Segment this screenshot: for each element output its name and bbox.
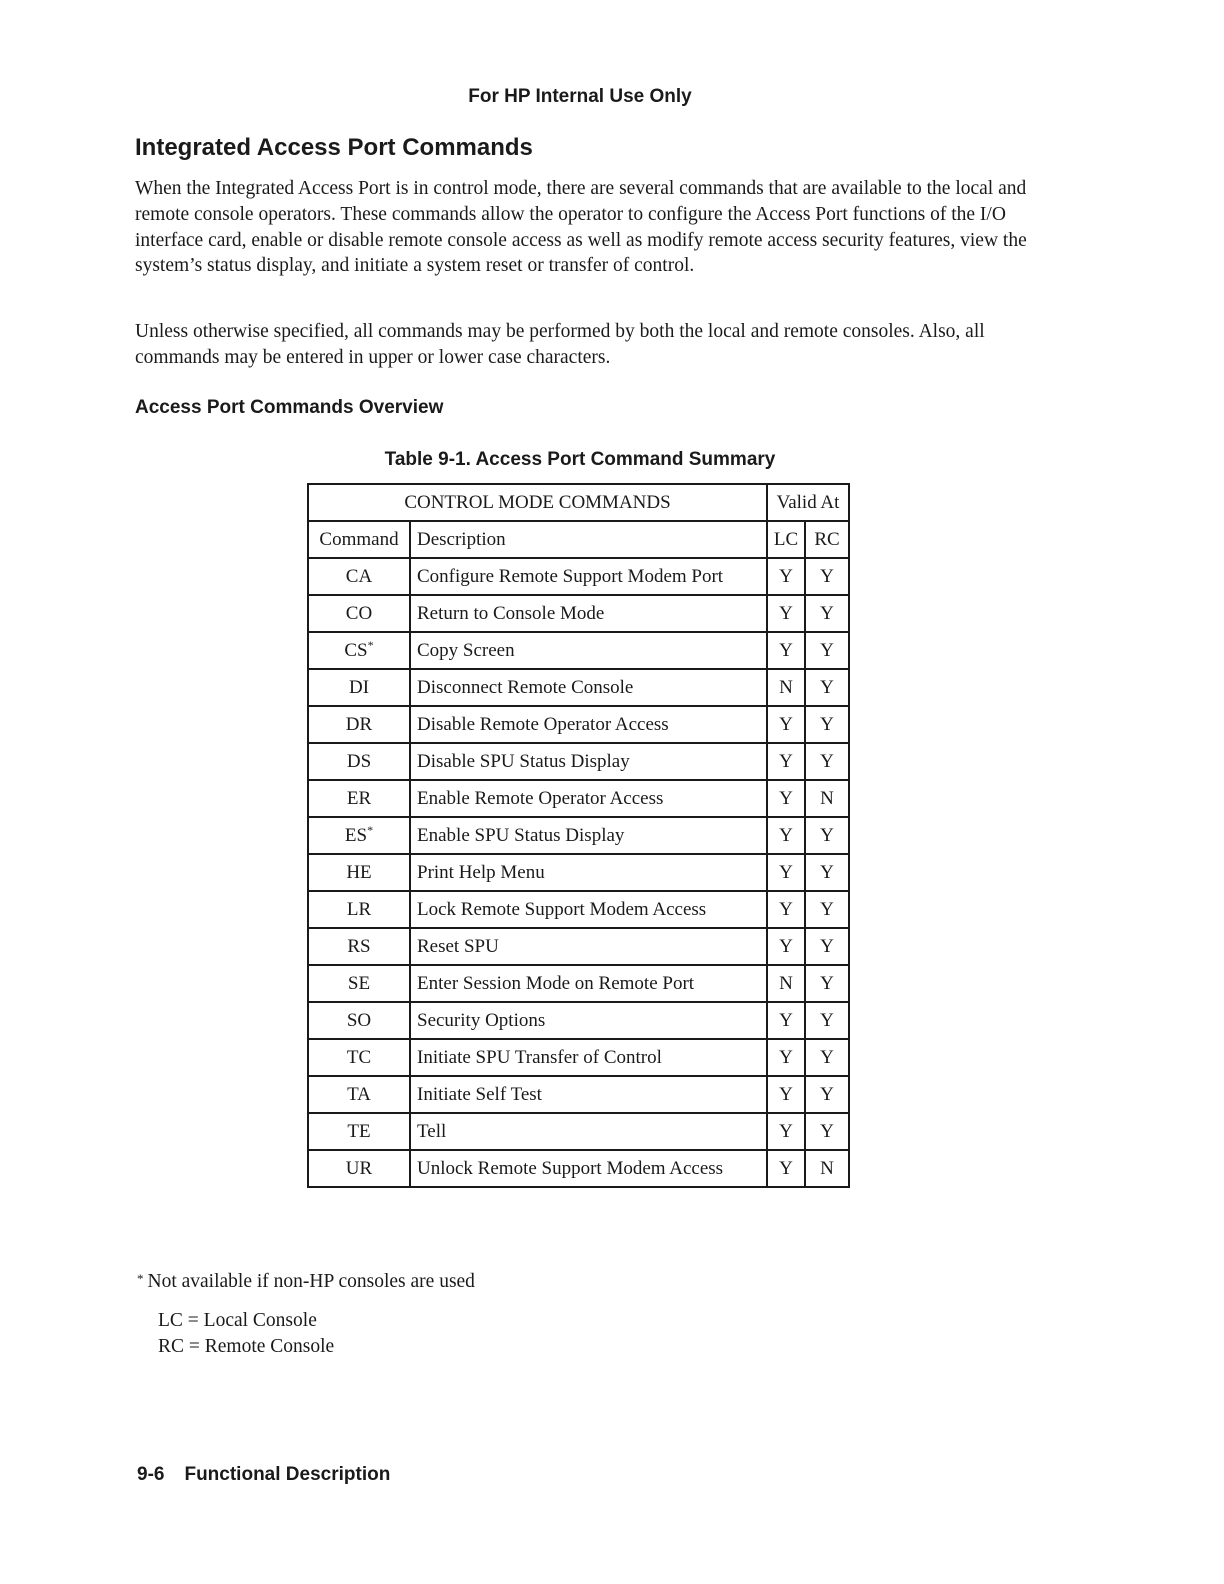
valid-lc: Y xyxy=(767,928,805,965)
command-code-text: TA xyxy=(347,1083,371,1105)
command-code xyxy=(308,854,410,891)
table-row xyxy=(308,558,849,595)
control-mode-header: CONTROL MODE COMMANDS xyxy=(308,484,767,521)
footnote-mark: * xyxy=(367,637,374,652)
valid-rc: Y xyxy=(805,669,849,706)
command-description: Tell xyxy=(410,1113,767,1150)
valid-rc: Y xyxy=(805,854,849,891)
valid-lc: Y xyxy=(767,1039,805,1076)
command-code-text: TE xyxy=(347,1120,371,1142)
command-code xyxy=(308,1039,410,1076)
valid-rc: Y xyxy=(805,1039,849,1076)
command-code-text: DR xyxy=(345,713,373,735)
table-row xyxy=(308,706,849,743)
valid-lc: Y xyxy=(767,558,805,595)
command-description: Disable SPU Status Display xyxy=(410,743,767,780)
valid-lc: Y xyxy=(767,854,805,891)
table-row xyxy=(308,1002,849,1039)
command-code-text: HE xyxy=(346,861,372,883)
command-code xyxy=(308,1150,410,1187)
command-code xyxy=(308,558,410,595)
command-description: Enable Remote Operator Access xyxy=(410,780,767,817)
command-code xyxy=(308,1113,410,1150)
command-description: Lock Remote Support Modem Access xyxy=(410,891,767,928)
valid-lc: Y xyxy=(767,1076,805,1113)
page-footer xyxy=(137,1464,390,1486)
command-code xyxy=(308,706,410,743)
command-code-text: CA xyxy=(345,565,373,587)
command-description: Copy Screen xyxy=(410,632,767,669)
subsection-title: Access Port Commands Overview xyxy=(135,397,444,418)
command-description: Reset SPU xyxy=(410,928,767,965)
command-description: Unlock Remote Support Modem Access xyxy=(410,1150,767,1187)
table-row xyxy=(308,817,849,854)
valid-lc: N xyxy=(767,669,805,706)
command-code-text: UR xyxy=(345,1157,373,1179)
valid-lc: Y xyxy=(767,595,805,632)
valid-lc: Y xyxy=(767,632,805,669)
valid-lc: Y xyxy=(767,1002,805,1039)
column-header-rc: RC xyxy=(805,521,849,558)
valid-rc: Y xyxy=(805,965,849,1002)
command-description: Enable SPU Status Display xyxy=(410,817,767,854)
page-number: 9-6 xyxy=(137,1464,165,1485)
internal-use-banner: For HP Internal Use Only xyxy=(468,86,692,107)
valid-rc: Y xyxy=(805,891,849,928)
command-code xyxy=(308,891,410,928)
legend-rc: RC = Remote Console xyxy=(158,1336,335,1357)
table-row xyxy=(308,928,849,965)
command-code-text: DI xyxy=(348,676,370,698)
valid-rc: Y xyxy=(805,595,849,632)
column-header-description: Description xyxy=(410,521,767,558)
command-code xyxy=(308,669,410,706)
legend-lc: LC = Local Console xyxy=(158,1310,317,1331)
command-code xyxy=(308,743,410,780)
table-caption: Table 9-1. Access Port Command Summary xyxy=(384,449,776,470)
table-row xyxy=(308,1039,849,1076)
valid-lc: Y xyxy=(767,891,805,928)
table-group-header-row xyxy=(308,484,849,521)
valid-rc: Y xyxy=(805,1076,849,1113)
valid-at-header: Valid At xyxy=(767,484,849,521)
command-description: Security Options xyxy=(410,1002,767,1039)
table-row xyxy=(308,669,849,706)
valid-rc: Y xyxy=(805,743,849,780)
command-code-text: DS xyxy=(346,750,372,772)
command-code xyxy=(308,632,410,669)
table-column-header-row xyxy=(308,521,849,558)
table-row xyxy=(308,1076,849,1113)
valid-rc: N xyxy=(805,780,849,817)
command-description: Initiate SPU Transfer of Control xyxy=(410,1039,767,1076)
command-description: Print Help Menu xyxy=(410,854,767,891)
valid-lc: Y xyxy=(767,743,805,780)
table-row xyxy=(308,854,849,891)
column-header-command: Command xyxy=(308,521,410,558)
footnote xyxy=(137,1271,475,1293)
command-description: Disconnect Remote Console xyxy=(410,669,767,706)
command-code-text: TC xyxy=(346,1046,372,1068)
section-title: Integrated Access Port Commands xyxy=(135,134,533,161)
valid-lc: Y xyxy=(767,780,805,817)
footnote-text: Not available if non-HP consoles are used xyxy=(147,1271,475,1292)
valid-rc: Y xyxy=(805,1113,849,1150)
intro-paragraph: When the Integrated Access Port is in control mode, there are several commands that are available to the local and remote console operators. These commands allow the operator to configure the Access Port functions of the I/O interface card, enable or disable remote console access as well as modify remote access security features, view the system’s status display, and initiate a system reset or transfer of control. xyxy=(135,178,1027,277)
valid-rc: Y xyxy=(805,558,849,595)
command-code xyxy=(308,1002,410,1039)
command-code xyxy=(308,817,410,854)
valid-rc: Y xyxy=(805,1002,849,1039)
valid-rc: N xyxy=(805,1150,849,1187)
command-description: Initiate Self Test xyxy=(410,1076,767,1113)
table-row xyxy=(308,743,849,780)
footnote-mark: * xyxy=(367,822,374,837)
valid-rc: Y xyxy=(805,817,849,854)
command-code-text: LR xyxy=(346,898,372,920)
valid-lc: Y xyxy=(767,817,805,854)
command-description: Configure Remote Support Modem Port xyxy=(410,558,767,595)
command-code xyxy=(308,780,410,817)
table-row xyxy=(308,1150,849,1187)
table-row xyxy=(308,595,849,632)
command-description: Enter Session Mode on Remote Port xyxy=(410,965,767,1002)
table-row xyxy=(308,891,849,928)
command-summary-table xyxy=(307,483,850,1188)
footnote-mark: * xyxy=(137,1271,144,1286)
chapter-title: Functional Description xyxy=(184,1464,391,1485)
command-code-text: CO xyxy=(345,602,373,624)
valid-lc: Y xyxy=(767,1113,805,1150)
column-header-lc: LC xyxy=(767,521,805,558)
command-code-text: CS xyxy=(344,639,368,661)
command-code-text: SE xyxy=(347,972,371,994)
valid-lc: N xyxy=(767,965,805,1002)
command-description: Disable Remote Operator Access xyxy=(410,706,767,743)
valid-rc: Y xyxy=(805,632,849,669)
valid-rc: Y xyxy=(805,706,849,743)
command-code-text: SO xyxy=(346,1009,372,1031)
valid-lc: Y xyxy=(767,706,805,743)
command-description: Return to Console Mode xyxy=(410,595,767,632)
command-code-text: ES xyxy=(344,824,368,846)
command-code-text: RS xyxy=(347,935,371,957)
command-code-text: ER xyxy=(346,787,372,809)
command-code xyxy=(308,965,410,1002)
valid-lc: Y xyxy=(767,1150,805,1187)
valid-rc: Y xyxy=(805,928,849,965)
table-row xyxy=(308,1113,849,1150)
command-code xyxy=(308,928,410,965)
table-row xyxy=(308,965,849,1002)
command-code xyxy=(308,595,410,632)
scope-paragraph: Unless otherwise specified, all commands may be performed by both the local and remote consoles. Also, all commands may be entered in upper or lower case characters. xyxy=(135,321,985,368)
command-code xyxy=(308,1076,410,1113)
table-row xyxy=(308,780,849,817)
table-row xyxy=(308,632,849,669)
